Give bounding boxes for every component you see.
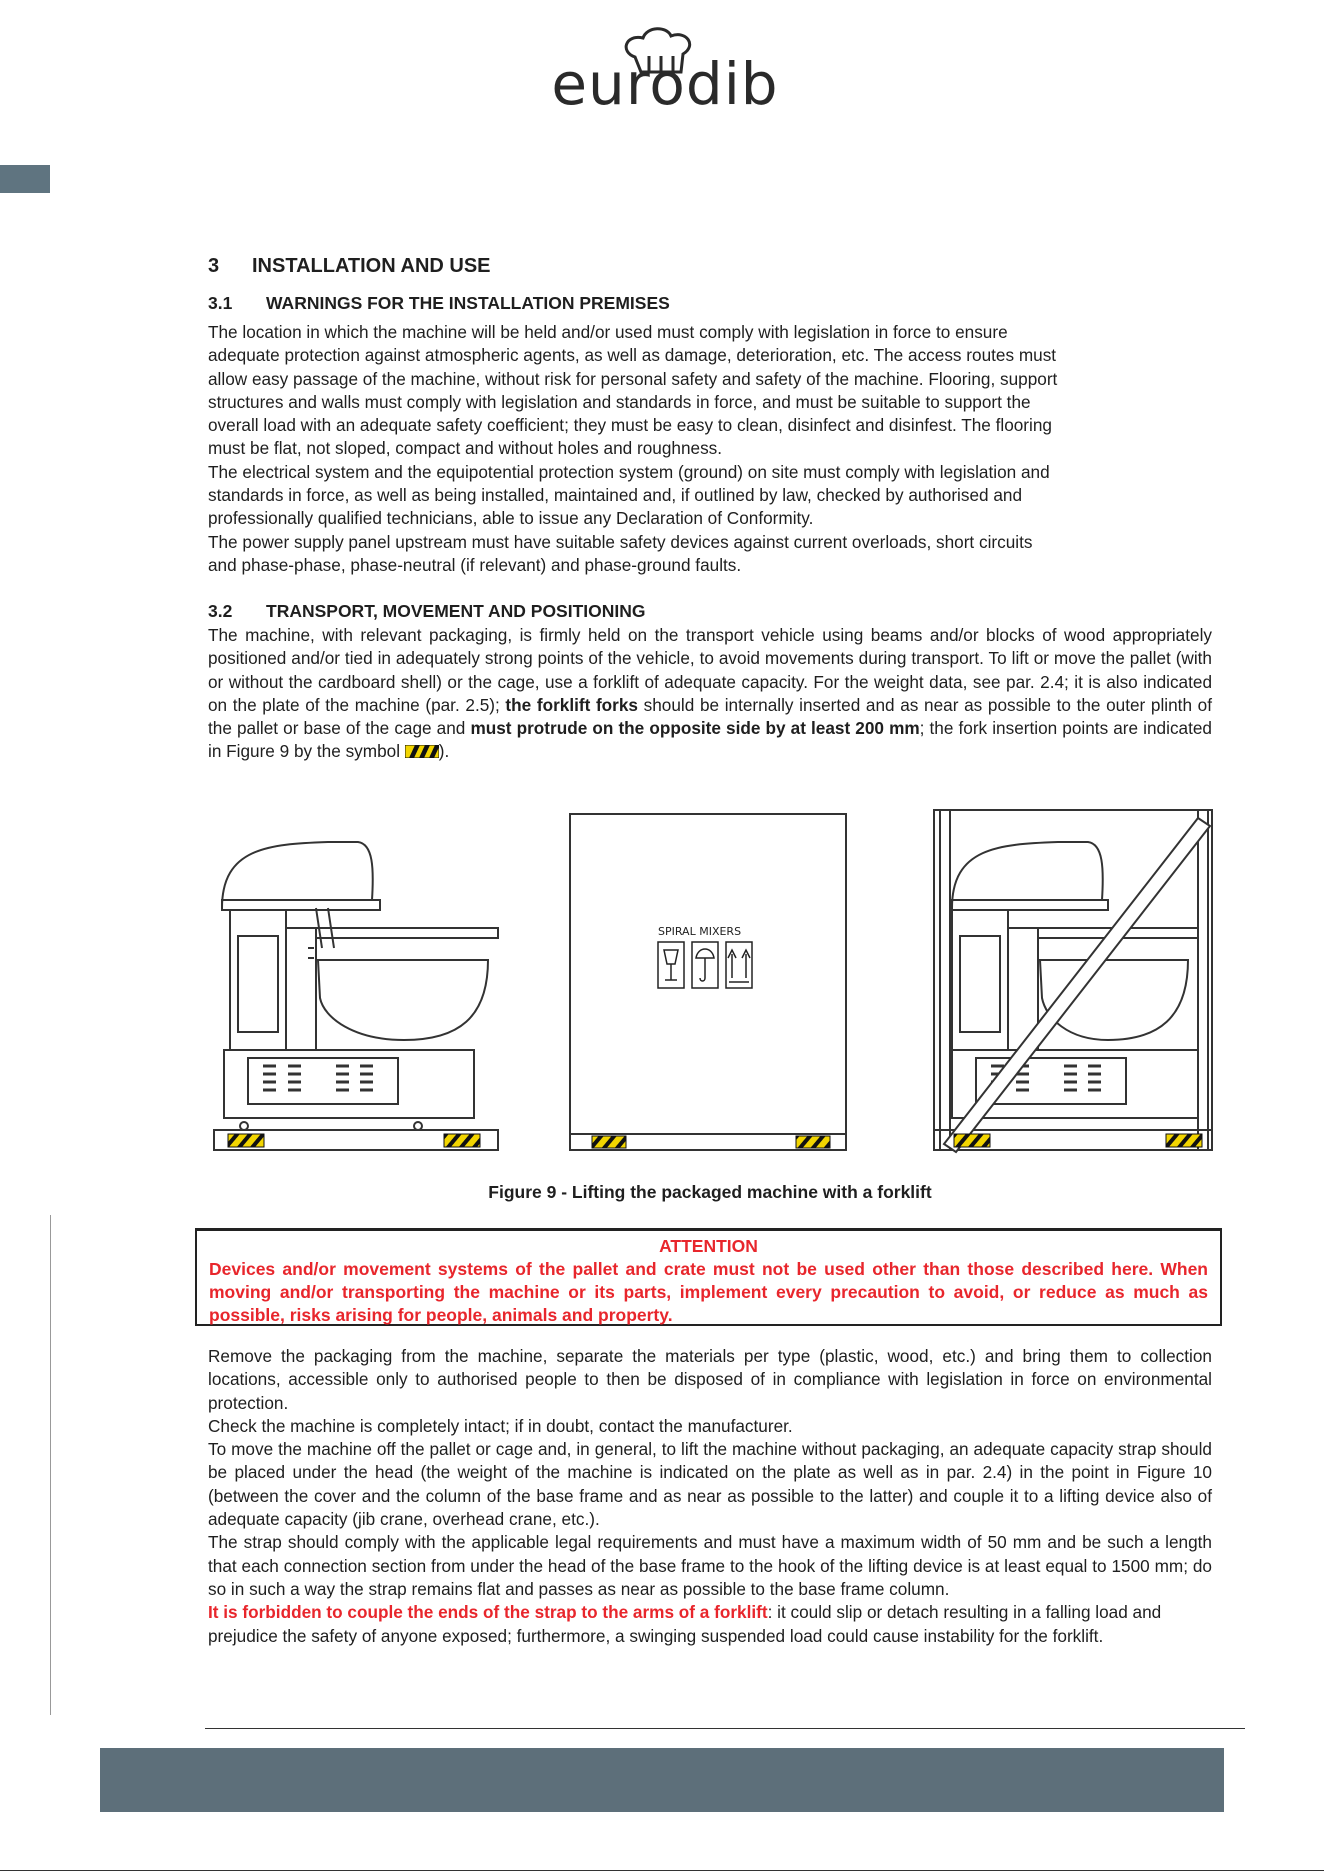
eurodib-logo <box>515 22 815 122</box>
text-paragraph: To move the machine off the pallet or cage and, in general, to lift the machine without packaging, an adequate capacity strap should be placed under the head (the weight of the machine is indicated on the plate as well as in par. 2.4) in the point in Figure 10 (between the cover and the column of the base frame and as near as possible to the latter) and couple it to a lifting device also of adequate capacity (jib crane, overhead crane, etc.). <box>208 1439 1212 1530</box>
handling-symbols <box>658 942 752 988</box>
text-line: standards in force, as well as being installed, maintained and, if outlined by law, checked by authorised and <box>208 485 1023 506</box>
attention-title: ATTENTION <box>659 1236 758 1256</box>
subsection-number: 3.2 <box>208 601 233 621</box>
warning-paragraph <box>208 1601 1212 1648</box>
subsection-heading-3-1 <box>208 293 670 314</box>
section-heading <box>208 255 491 278</box>
subsection-title: TRANSPORT, MOVEMENT AND POSITIONING <box>266 601 646 621</box>
mixer-on-pallet-drawing <box>214 842 498 1150</box>
text-paragraph: Check the machine is completely intact; if in doubt, contact the manufacturer. <box>208 1415 793 1436</box>
text-line: adequate protection against atmospheric agents, as well as damage, deterioration, etc. The access routes must <box>208 345 1057 366</box>
subsection-number: 3.1 <box>208 293 233 313</box>
fork-point-marker <box>796 1136 830 1148</box>
mixer-in-cage-drawing <box>934 810 1212 1152</box>
text-run: ). <box>438 741 450 762</box>
text-run: should be internally inserted and as near as possible to the outer plinth of the pallet or base of the cage and <box>208 694 1212 739</box>
transport-paragraph <box>208 624 1212 764</box>
text-run: ; the fork insertion points are indicated in Figure 9 by the symbol <box>208 718 1212 762</box>
text-line: allow easy passage of the machine, without risk for personal safety and safety of the machine. Flooring, support <box>208 368 1058 389</box>
bold-run: the forklift forks <box>505 694 638 715</box>
text-line: The electrical system and the equipotential protection system (ground) on site must comply with legislation and <box>208 461 1050 482</box>
section-title: INSTALLATION AND USE <box>252 255 491 277</box>
text-line: overall load with an adequate safety coefficient; they must be easy to clean, disinfect and disinfest. The flooring <box>208 415 1052 436</box>
left-margin-rule <box>50 1215 51 1715</box>
footer-bar <box>100 1748 1224 1812</box>
footer-rule <box>205 1728 1245 1729</box>
text-line: professionally qualified technicians, able to issue any Declaration of Conformity. <box>208 508 814 529</box>
this-way-up-arrows-icon <box>726 942 752 988</box>
installation-premises-text <box>208 321 1212 577</box>
text-line: must be flat, not sloped, compact and without holes and roughness. <box>208 438 723 459</box>
text-run: The machine, with relevant packaging, is firmly held on the transport vehicle using beams and/or blocks of wood appropriately positioned and/or tied in adequately strong points of the vehicle, to avoid movements during transport. To lift or move the pallet (with or without the cardboard shell) or the cage, use a forklift of adequate capacity. For the weight data, see par. 2.4; it is also indicated on the plate of the machine (par. 2.5); <box>208 625 1212 715</box>
attention-box <box>195 1228 1222 1326</box>
text-run: : it could slip or detach resulting in a falling load and prejudice the safety of anyone exposed; furthermore, a swinging suspended load could cause instability for the forklift. <box>208 1602 1162 1646</box>
forbidden-warning: It is forbidden to couple the ends of the strap to the arms of a forklift <box>208 1602 768 1623</box>
transport-text <box>208 624 1212 764</box>
text-line: The power supply panel upstream must have suitable safety devices against current overloads, short circuits <box>208 531 1033 552</box>
text-paragraph: Remove the packaging from the machine, separate the materials per type (plastic, wood, etc.) and bring them to collection locations, accessible only to authorised people to then be disposed of in compliance with legislation in force on environmental protection. <box>208 1346 1212 1413</box>
subsection-title: WARNINGS FOR THE INSTALLATION PREMISES <box>266 293 670 313</box>
bold-run: must protrude on the opposite side by at least 200 mm <box>470 718 920 739</box>
page-bottom-rule <box>0 1870 1324 1871</box>
fork-point-marker <box>228 1134 264 1147</box>
figure-9-drawings <box>208 808 1218 1168</box>
text-line: and phase-phase, phase-neutral (if relevant) and phase-ground faults. <box>208 554 742 575</box>
subsection-heading-3-2 <box>208 601 646 622</box>
logo-text: eurodib <box>551 50 779 118</box>
unpacking-text <box>208 1345 1212 1648</box>
page-corner-tab <box>0 165 50 193</box>
fork-point-marker <box>1166 1134 1202 1147</box>
fork-point-marker <box>592 1136 626 1148</box>
cardboard-box-drawing <box>570 814 846 1150</box>
attention-text: Devices and/or movement systems of the pallet and crate must not be used other than those described here. When moving and/or transporting the machine or its parts, implement every precaution to avoid, or reduce as much as possible, risks arising for people, animals and property. <box>209 1259 1208 1325</box>
fork-point-marker <box>954 1134 990 1147</box>
figure-caption: Figure 9 - Lifting the packaged machine with a forklift <box>488 1182 932 1202</box>
text-line: structures and walls must comply with legislation and standards in force, and must be suitable to support the <box>208 391 1031 412</box>
section-number: 3 <box>208 255 220 277</box>
fork-point-marker <box>444 1134 480 1147</box>
text-paragraph: The strap should comply with the applicable legal requirements and must have a maximum width of 50 mm and be such a length that each connection section from under the head of the base frame to the hook of the lifting device is at least equal to 1500 mm; do so in such a way the strap remains flat and passes as near as possible to the base frame column. <box>208 1532 1212 1599</box>
box-label: SPIRAL MIXERS <box>658 925 742 938</box>
fork-insertion-symbol-icon <box>405 745 439 758</box>
text-line: The location in which the machine will be held and/or used must comply with legislation in force to ensure <box>208 322 1008 342</box>
